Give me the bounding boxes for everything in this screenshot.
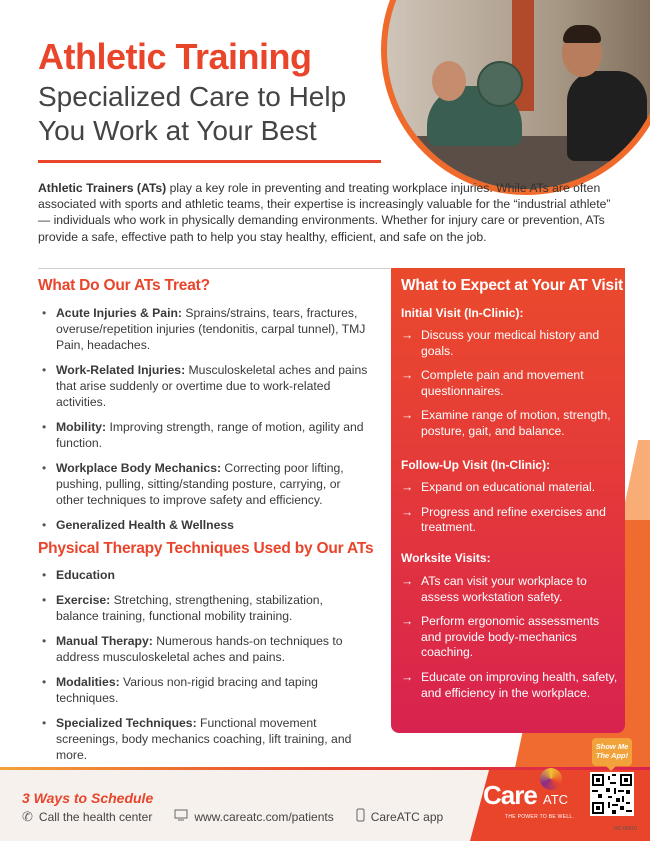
list-item: [38, 419, 368, 451]
list-item: [38, 460, 368, 508]
page-subtitle: Specialized Care to Help You Work at Your Best: [38, 81, 347, 146]
visit-step-text: Expand on educational material.: [421, 480, 596, 494]
list-item: [38, 567, 368, 583]
visit-step: [401, 574, 619, 605]
item-label: Mobility:: [56, 420, 107, 434]
logo-tagline: THE POWER TO BE WELL.: [505, 814, 575, 820]
document-code: HC-00610: [614, 826, 637, 832]
intro-lead: Athletic Trainers (ATs): [38, 181, 167, 195]
treat-list: [38, 305, 368, 542]
item-text: Musculoskeletal aches and pains that arise suddenly or overtime due to work-related activities.: [56, 363, 368, 409]
visit-card: [391, 268, 625, 733]
item-label: Acute Injuries & Pain:: [56, 306, 182, 320]
arrow-right-icon: →: [401, 368, 414, 383]
show-me-app-badge: Show Me The App!: [592, 738, 632, 766]
website-link[interactable]: www.careatc.com/patients: [194, 809, 334, 824]
item-label: Workplace Body Mechanics:: [56, 461, 222, 475]
visit-step: [401, 368, 619, 399]
arrow-right-icon: →: [401, 669, 414, 684]
arrow-right-icon: →: [401, 408, 414, 423]
list-item: [38, 633, 368, 665]
intro-paragraph: [38, 180, 618, 245]
qr-code[interactable]: [590, 772, 634, 816]
item-label: Specialized Techniques:: [56, 716, 197, 730]
page-title: Athletic Training: [38, 36, 312, 77]
initial-visit-list: [401, 328, 619, 449]
item-text: Numerous hands-on techniques to address musculoskeletal aches and pains.: [56, 634, 343, 664]
item-label: Work-Related Injuries:: [56, 363, 186, 377]
item-label: Generalized Health & Wellness: [56, 518, 234, 532]
arrow-right-icon: →: [401, 328, 414, 342]
item-label: Modalities:: [56, 675, 120, 689]
visit-step-text: Examine range of motion, strength, posture, gait, and balance.: [421, 408, 611, 438]
logo-swirl-icon: [540, 768, 562, 790]
arrow-right-icon: →: [401, 574, 414, 588]
item-label: Exercise:: [56, 593, 111, 607]
item-text: Improving strength, range of motion, agility and function.: [56, 420, 364, 450]
call-option[interactable]: Call the health center: [38, 809, 153, 824]
medicine-ball: [477, 61, 523, 107]
visit-step-text: Progress and refine exercises and treatment.: [421, 504, 606, 535]
treat-heading: What Do Our ATs Treat?: [38, 277, 210, 294]
visit-step-text: ATs can visit your workplace to assess workstation safety.: [421, 574, 587, 604]
list-item: [38, 305, 368, 353]
item-text: Sprains/strains, tears, fractures, overuse/repetition injuries (tendonitis, carpal tunnel), TMJ Pain, headaches.: [56, 306, 366, 352]
visit-step-text: Discuss your medical history and goals.: [421, 328, 600, 358]
visit-step: [401, 480, 619, 496]
visit-step-text: Complete pain and movement questionnaires.: [421, 368, 584, 398]
visit-step: [401, 328, 619, 359]
item-text: Correcting poor lifting, pushing, pulling, sitting/standing posture, carrying, or other techniques to improve safety and efficiency.: [56, 461, 344, 507]
item-text: Various non-rigid bracing and taping techniques.: [56, 675, 318, 705]
arrow-right-icon: →: [401, 614, 414, 629]
worksite-visit-list: [401, 574, 619, 710]
worksite-visit-heading: Worksite Visits:: [401, 551, 491, 565]
item-label: Education: [56, 568, 115, 582]
followup-visit-heading: Follow-Up Visit (In-Clinic):: [401, 458, 551, 472]
mobile-phone-icon: [356, 808, 365, 825]
arrow-right-icon: →: [401, 504, 414, 519]
list-item: [38, 517, 368, 533]
initial-visit-heading: Initial Visit (In-Clinic):: [401, 306, 524, 320]
visit-step: [401, 614, 619, 661]
arrow-right-icon: →: [401, 480, 414, 494]
list-item: [38, 362, 368, 410]
app-option[interactable]: CareATC app: [370, 809, 444, 824]
list-item: [38, 674, 368, 706]
phone-icon: ✆: [22, 808, 33, 824]
visit-step: [401, 505, 619, 536]
schedule-options: [22, 808, 443, 825]
list-item: [38, 592, 368, 624]
title-divider: [38, 160, 381, 163]
logo-atc-text: ATC: [543, 792, 569, 807]
techniques-list: [38, 567, 368, 772]
item-text: Stretching, strengthening, stabilization, balance training, functional mobility training.: [56, 593, 323, 623]
section-divider: [38, 268, 390, 269]
visit-step: [401, 408, 619, 439]
hero-photo: [381, 0, 650, 195]
visit-card-title: What to Expect at Your AT Visit: [401, 277, 624, 294]
computer-icon: [174, 809, 188, 824]
item-label: Manual Therapy:: [56, 634, 153, 648]
logo-care-text: Care: [483, 780, 537, 810]
intro-text: play a key role in preventing and treating workplace injuries. While ATs are often associated with sports and athletic teams, their expertise is increasingly valuable for the “industrial athlete” — individuals who work in physically demanding environments. Whether for injury care or prevention, ATs provide a safe, effective path to help you stay healthy, efficient, and safe on the job.: [38, 181, 611, 244]
item-text: Functional movement screenings, body mechanics coaching, lift training, and more.: [56, 716, 352, 762]
followup-visit-list: [401, 480, 619, 545]
list-item: [38, 715, 368, 763]
visit-step: [401, 670, 619, 701]
visit-step-text: Educate on improving health, safety, and efficiency in the workplace.: [421, 669, 618, 700]
schedule-heading: 3 Ways to Schedule: [22, 790, 154, 806]
careatc-logo: [483, 778, 591, 824]
techniques-heading: Physical Therapy Techniques Used by Our ATs: [38, 540, 374, 557]
visit-step-text: Perform ergonomic assessments and provide body-mechanics coaching.: [421, 614, 600, 660]
